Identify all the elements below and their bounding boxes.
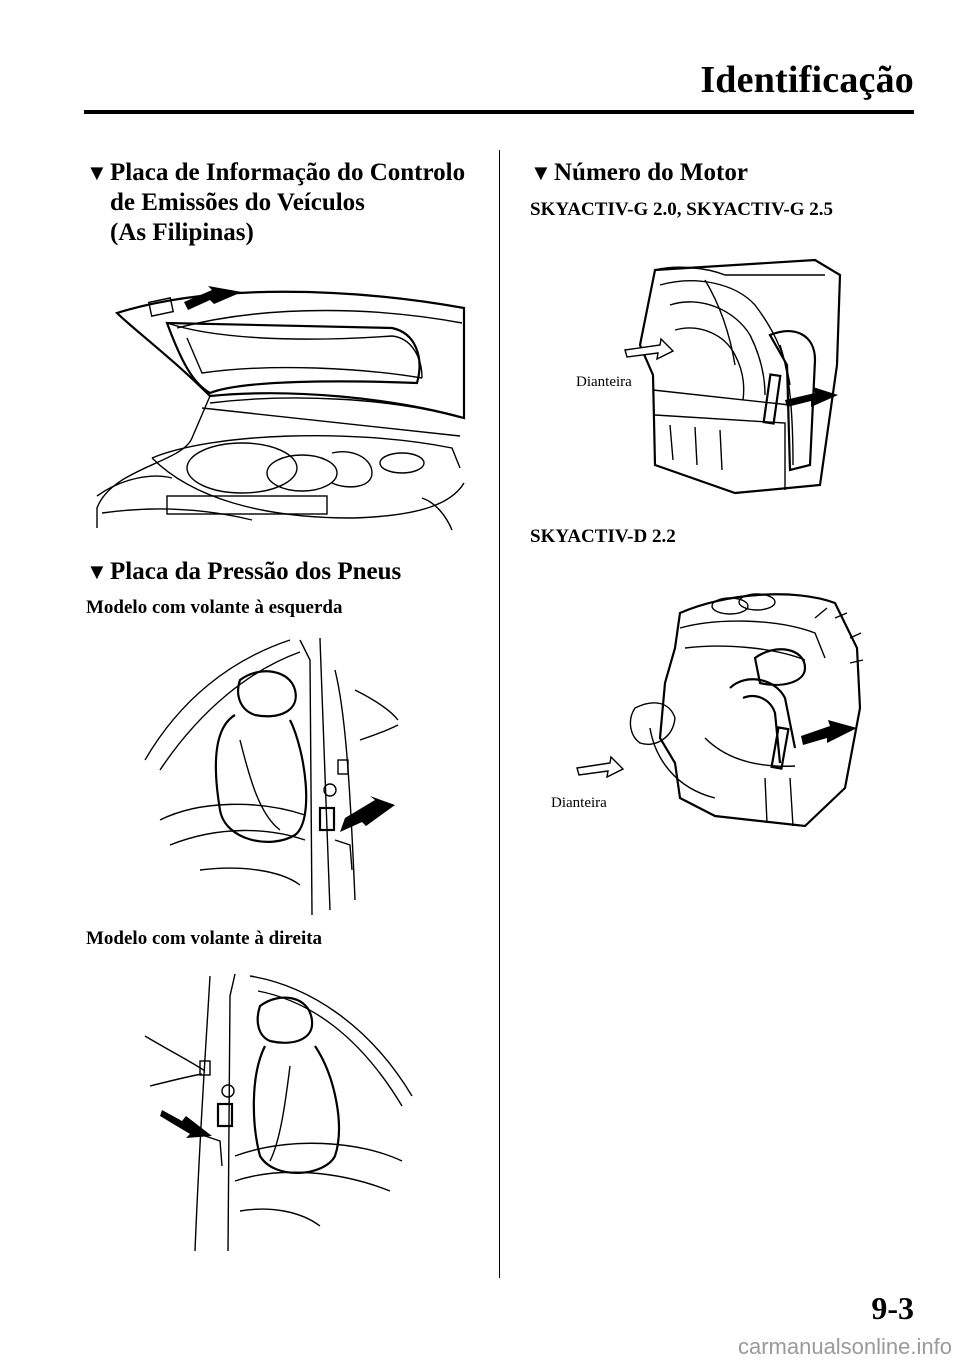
skyactiv-d-engine-illustration [565,588,865,833]
left-hand-drive-door-illustration [140,630,400,920]
header-rule [84,110,914,114]
page-header-title: Identificação [700,59,914,101]
heading-line: Placa de Informação do Controlo [110,159,466,186]
watermark: carmanualsonline.info [737,1334,952,1359]
hood-open-illustration [92,268,472,533]
heading-line: de Emissões do Veículos [110,189,365,216]
right-hand-drive-door-illustration [140,966,420,1256]
heading-line: (As Filipinas) [110,219,254,246]
column-divider [499,150,500,1278]
page-number: 9-3 [871,1290,914,1326]
subheading-left-hand-drive: Modelo com volante à esquerda [86,597,343,618]
triangle-down-icon: ▼ [530,160,552,185]
triangle-down-icon: ▼ [86,559,108,584]
skyactiv-g-engine-illustration [615,255,845,495]
heading-line: Número do Motor [554,159,748,186]
heading-tire-pressure [86,557,486,587]
triangle-down-icon: ▼ [86,160,108,185]
front-direction-label: Dianteira [551,795,607,811]
front-direction-label: Dianteira [576,374,632,390]
subheading-skyactiv-d: SKYACTIV-D 2.2 [530,526,676,547]
subheading-skyactiv-g: SKYACTIV-G 2.0, SKYACTIV-G 2.5 [530,199,833,220]
subheading-right-hand-drive: Modelo com volante à direita [86,928,323,949]
heading-engine-number [530,158,930,188]
heading-line: Placa da Pressão dos Pneus [110,558,402,585]
heading-emissions-plate [86,158,486,248]
